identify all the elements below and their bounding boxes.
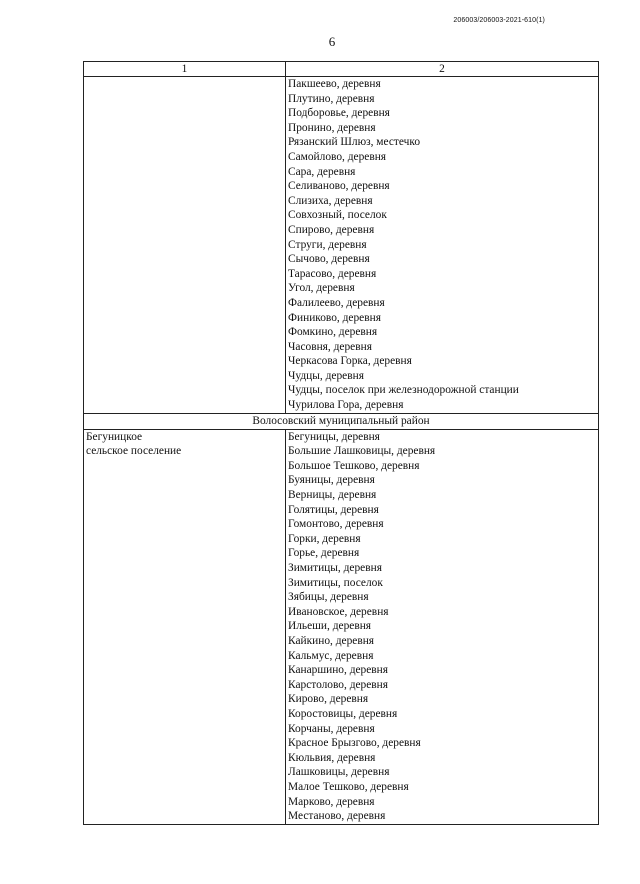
locality-item: Чудцы, поселок при железнодорожной станции	[288, 384, 519, 397]
settlement-name-line2: сельское поселение	[86, 445, 182, 458]
locality-item: Самойлово, деревня	[288, 150, 387, 163]
locality-item: Фомкино, деревня	[288, 326, 378, 339]
locality-item: Совхозный, поселок	[288, 209, 387, 222]
locality-item: Угол, деревня	[288, 282, 355, 295]
locality-item: Большое Тешково, деревня	[288, 459, 420, 472]
locality-item: Черкасова Горка, деревня	[288, 355, 412, 368]
locality-item: Бегуницы, деревня	[288, 430, 380, 443]
locality-item: Кюльвия, деревня	[288, 751, 376, 764]
locality-item: Сара, деревня	[288, 165, 356, 178]
locality-item: Кальмус, деревня	[288, 649, 374, 662]
settlement-cell-empty	[84, 77, 286, 414]
locality-item: Гомонтово, деревня	[288, 518, 384, 531]
locality-item: Зябицы, деревня	[288, 591, 369, 604]
locality-item: Горье, деревня	[288, 547, 360, 560]
locality-item: Горки, деревня	[288, 532, 361, 545]
locality-item: Спирово, деревня	[288, 223, 375, 236]
locality-item: Чурилова Гора, деревня	[288, 399, 404, 412]
localities-cell-settlement	[286, 429, 599, 824]
locality-item: Ильеши, деревня	[288, 620, 372, 633]
locality-item: Чудцы, деревня	[288, 369, 364, 382]
locality-item: Корчаны, деревня	[288, 722, 375, 735]
page-number: 6	[328, 34, 336, 49]
locality-item: Подборовье, деревня	[288, 107, 390, 120]
locality-item: Лашковицы, деревня	[288, 766, 390, 779]
locality-item: Голятицы, деревня	[288, 503, 379, 516]
locality-item: Фалилеево, деревня	[288, 296, 385, 309]
table-row-settlement	[84, 429, 599, 824]
locality-item: Зимитицы, поселок	[288, 576, 383, 589]
table-header-row	[84, 62, 599, 77]
locality-item: Сычово, деревня	[288, 253, 370, 266]
locality-item: Марково, деревня	[288, 795, 375, 808]
locality-item: Канаршино, деревня	[288, 664, 389, 677]
locality-item: Слизиха, деревня	[288, 194, 373, 207]
settlements-table	[83, 61, 599, 825]
locality-item: Струги, деревня	[288, 238, 367, 251]
settlement-name-line1: Бегуницкое	[86, 430, 143, 443]
locality-item: Местаново, деревня	[288, 810, 386, 823]
locality-item: Пронино, деревня	[288, 121, 376, 134]
locality-item: Большие Лашковицы, деревня	[288, 445, 436, 458]
table-row-continued	[84, 77, 599, 414]
locality-item: Финиково, деревня	[288, 311, 381, 324]
locality-item: Зимитицы, деревня	[288, 562, 382, 574]
column-header-2: 2	[286, 62, 599, 77]
locality-item: Малое Тешково, деревня	[288, 780, 409, 793]
locality-item: Тарасово, деревня	[288, 267, 377, 280]
document-id: 206003/206003-2021-610(1)	[453, 17, 545, 24]
locality-item: Кирово, деревня	[288, 693, 369, 706]
locality-item: Рязанский Шлюз, местечко	[288, 136, 421, 149]
locality-item: Красное Брызгово, деревня	[288, 737, 421, 750]
locality-item: Верницы, деревня	[288, 489, 377, 502]
locality-item: Коростовицы, деревня	[288, 707, 398, 720]
localities-cell-continued	[286, 77, 599, 414]
locality-item: Буяницы, деревня	[288, 474, 375, 487]
locality-item: Селиваново, деревня	[288, 180, 390, 193]
locality-item: Плутино, деревня	[288, 92, 375, 105]
district-row	[84, 413, 599, 429]
locality-item: Ивановское, деревня	[288, 605, 389, 618]
locality-item: Кайкино, деревня	[288, 634, 375, 647]
locality-item: Пакшеево, деревня	[288, 78, 381, 90]
district-name: Волосовский муниципальный район	[84, 413, 599, 429]
locality-item: Часовня, деревня	[288, 340, 372, 353]
column-header-1: 1	[84, 62, 286, 77]
locality-item: Карстолово, деревня	[288, 678, 389, 691]
settlement-cell	[84, 429, 286, 824]
